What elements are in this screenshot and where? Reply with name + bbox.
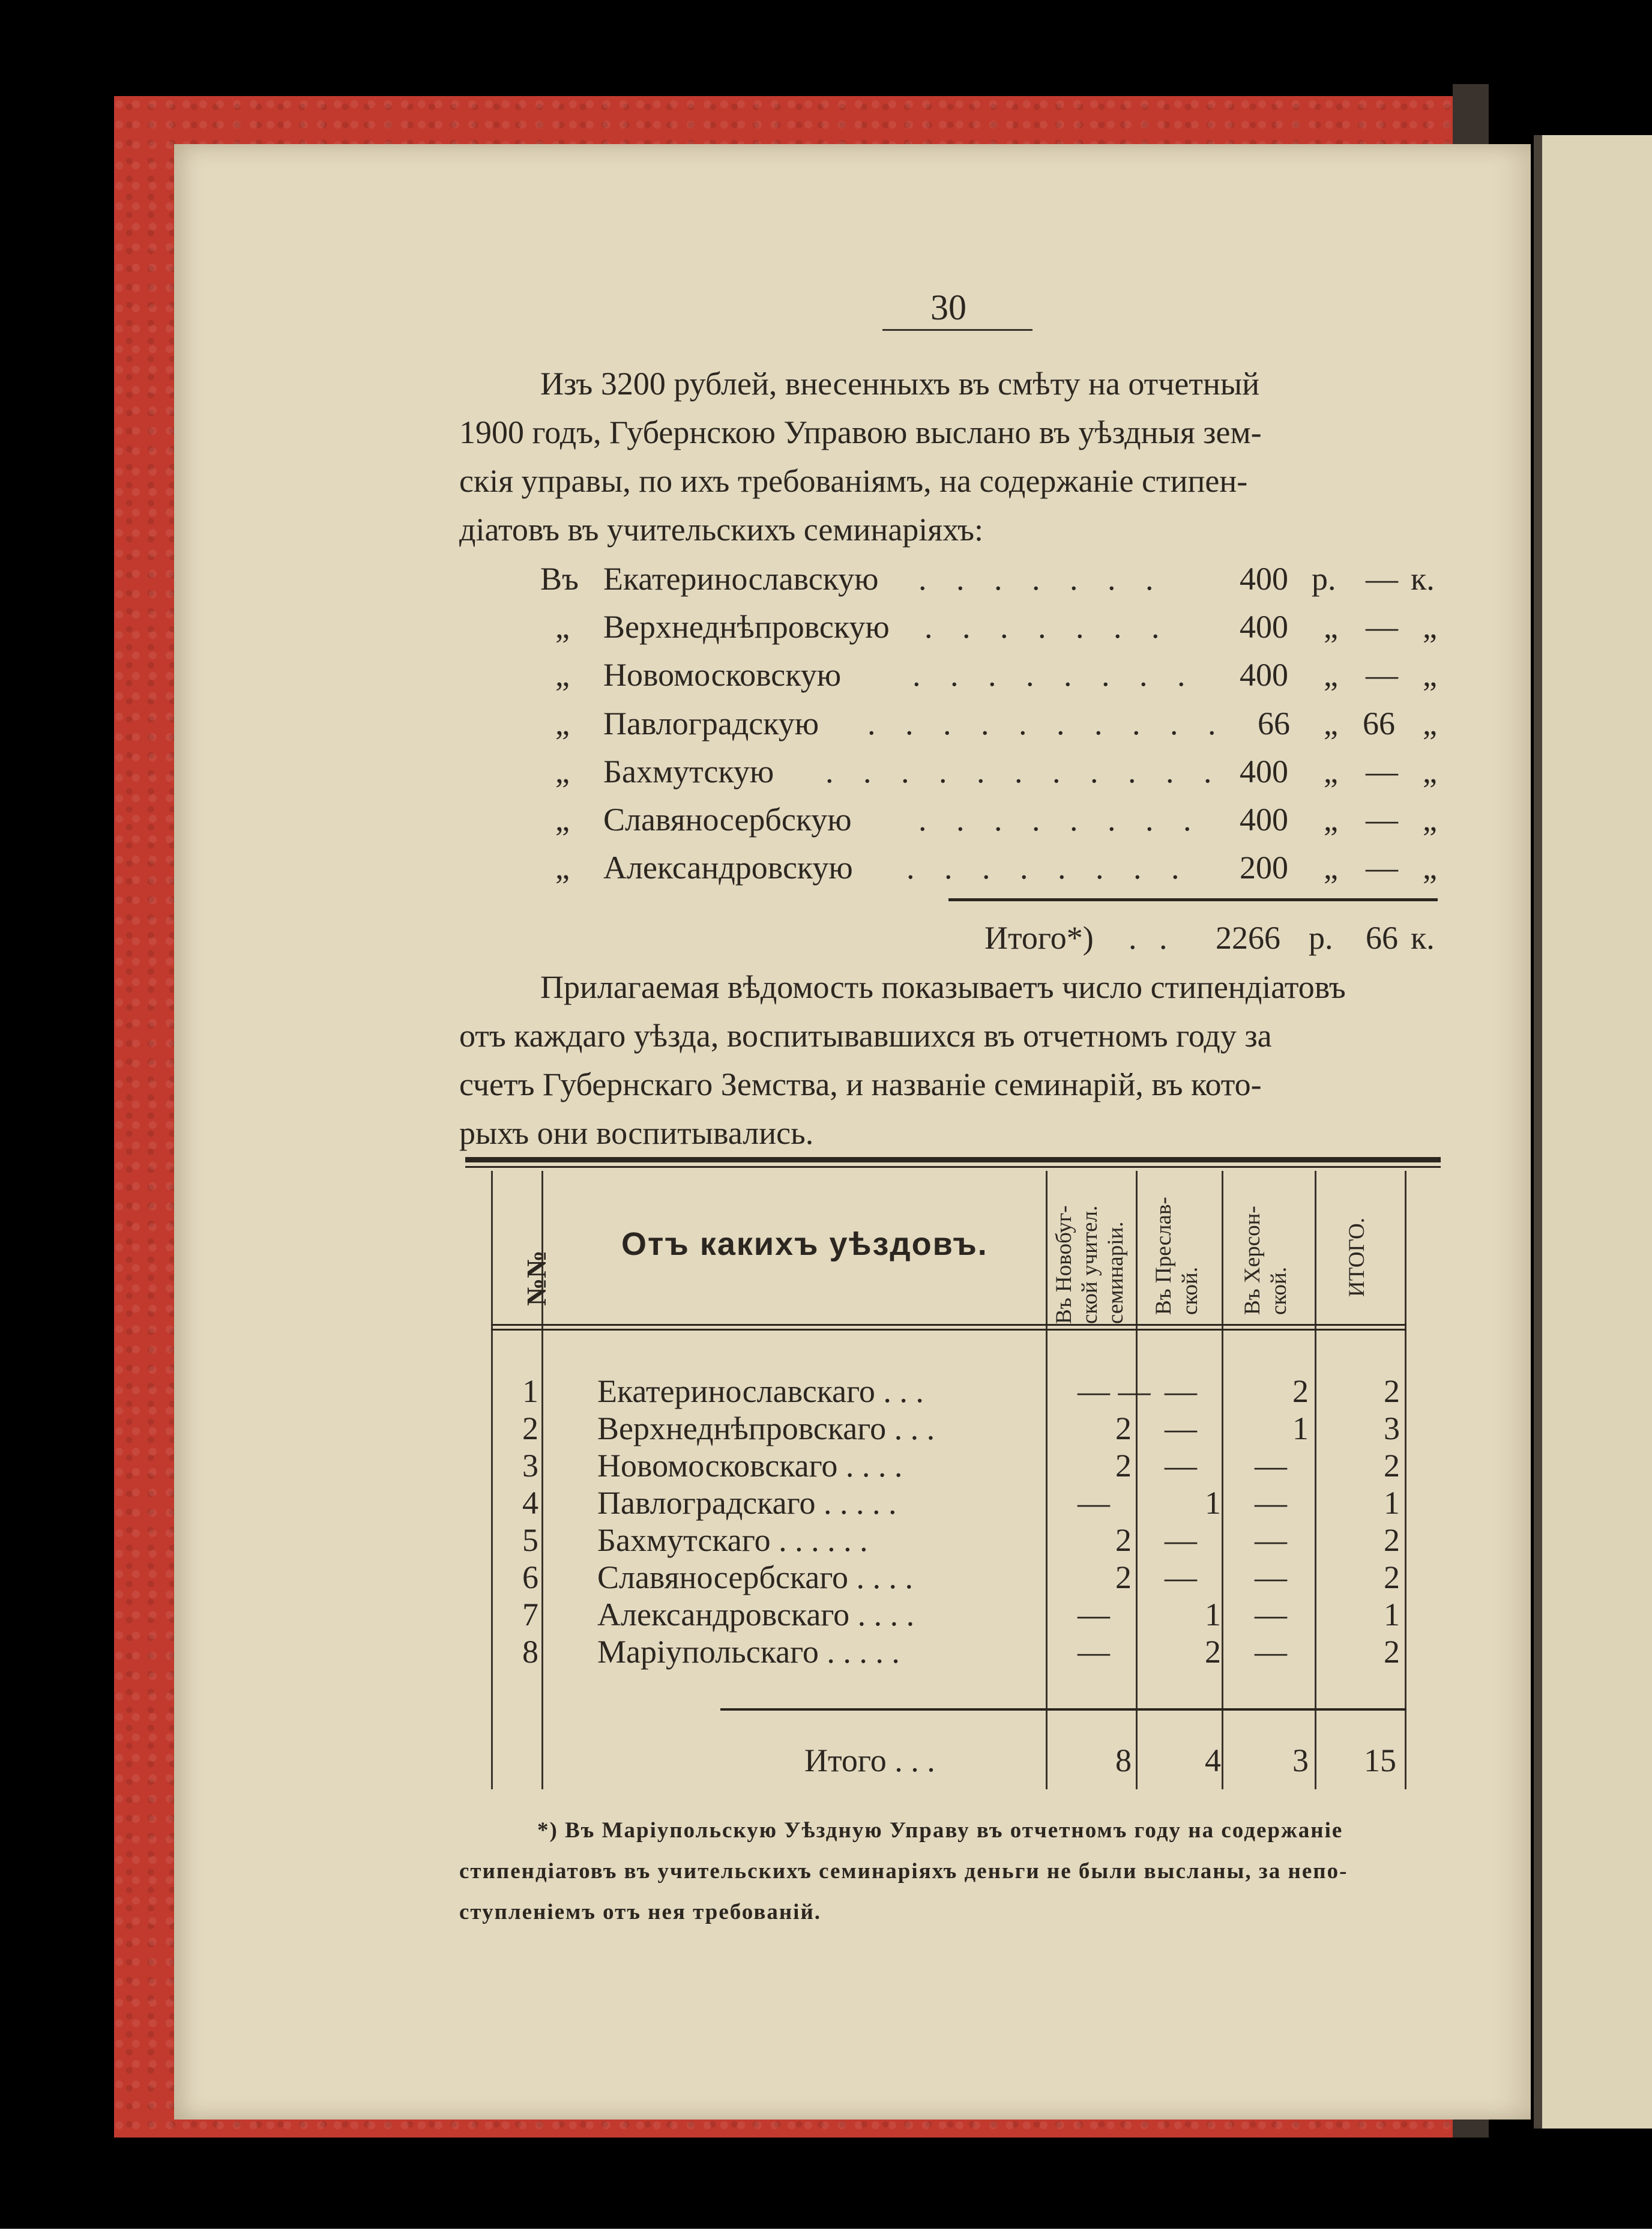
payment-kopecks: —: [1366, 850, 1398, 886]
footnote-line: *) Въ Маріупольскую Уѣздную Управу въ отчетномъ году на содержаніе: [537, 1818, 1343, 1843]
row-kherson: 1: [1292, 1410, 1309, 1446]
row-preslav: —: [1165, 1410, 1197, 1446]
row-total: 2: [1384, 1373, 1400, 1409]
payment-prefix: „: [555, 802, 570, 838]
payment-rubles: 400: [1240, 609, 1288, 645]
payment-kop-unit: „: [1423, 609, 1437, 645]
row-preslav: —: [1165, 1448, 1197, 1484]
row-preslav: —: [1165, 1559, 1197, 1595]
row-district: Верхнеднѣпровскаго . . .: [597, 1410, 935, 1446]
intro-line: 1900 годъ, Губернскою Управою выслано въ уѣздныя зем-: [459, 414, 1262, 450]
row-num: 5: [522, 1522, 538, 1558]
total-label: Итого . . .: [804, 1742, 935, 1778]
facing-page-edge: [1534, 135, 1652, 2129]
payment-prefix: „: [555, 850, 570, 886]
table-left-border: [491, 1171, 493, 1789]
row-total: 2: [1384, 1448, 1400, 1484]
payment-kopecks: 66: [1363, 706, 1395, 742]
leader-dots: . . . . . . . .: [912, 657, 1196, 693]
payment-kopecks: —: [1366, 657, 1398, 693]
payment-rubles: 200: [1240, 850, 1288, 886]
bottom-border: [0, 2229, 1652, 2236]
row-num: 2: [522, 1410, 538, 1446]
payment-rub-unit: „: [1324, 754, 1338, 790]
row-novobug: 2: [1115, 1522, 1132, 1558]
header-rule: [491, 1324, 1406, 1326]
leader-dots: . . . . . . . .: [906, 850, 1190, 886]
payments-total-kop-unit: к.: [1411, 920, 1435, 956]
row-total: 3: [1384, 1410, 1400, 1446]
header-novobug-1: Въ Новобуг-: [1052, 1205, 1076, 1324]
payment-kop-unit: „: [1423, 657, 1437, 693]
header-preslav-1: Въ Преслав-: [1151, 1197, 1176, 1315]
row-kherson: —: [1255, 1485, 1287, 1521]
header-novobug-2: ской учител.: [1078, 1205, 1102, 1324]
payment-district: Новомосковскую: [603, 657, 842, 693]
row-kherson: —: [1255, 1559, 1287, 1595]
row-kherson: —: [1255, 1448, 1287, 1484]
leader-dots: . . . . . . . . . . .: [825, 754, 1223, 790]
payment-rub-unit: „: [1324, 657, 1338, 693]
payments-total-rub-unit: р.: [1309, 920, 1333, 956]
payment-rub-unit: „: [1324, 802, 1338, 838]
table-top-rule-thin: [465, 1166, 1441, 1168]
row-kherson: —: [1255, 1634, 1287, 1670]
row-kherson: —: [1255, 1597, 1287, 1633]
row-total: 1: [1384, 1597, 1400, 1633]
row-preslav: —: [1165, 1522, 1197, 1558]
row-district: Александровскаго . . . .: [597, 1597, 915, 1633]
row-total: 2: [1384, 1634, 1400, 1670]
row-num: 8: [522, 1634, 538, 1670]
row-novobug: 2: [1115, 1559, 1132, 1595]
total-total: 15: [1364, 1742, 1396, 1778]
paragraph-line: счетъ Губернскаго Земства, и названіе семинарій, въ кото-: [459, 1066, 1262, 1102]
header-rule-2: [491, 1329, 1406, 1331]
payment-kopecks: —: [1366, 609, 1398, 645]
payment-rubles: 400: [1240, 802, 1288, 838]
payment-prefix: „: [555, 706, 570, 742]
table-col-divider: [1222, 1171, 1223, 1789]
payment-district: Александровскую: [603, 850, 853, 886]
total-preslav: 4: [1205, 1742, 1221, 1778]
payment-kopecks: —: [1366, 561, 1398, 597]
total-kherson: 3: [1292, 1742, 1309, 1778]
payment-rub-unit: р.: [1312, 561, 1336, 597]
header-preslav-2: ской.: [1178, 1266, 1202, 1315]
total-novobug: 8: [1115, 1742, 1132, 1778]
payment-rubles: 400: [1240, 561, 1288, 597]
sum-rule: [948, 898, 1438, 901]
page-number: 30: [930, 288, 966, 327]
payment-district: Верхнеднѣпровскую: [603, 609, 890, 645]
row-district: Бахмутскаго . . . . . .: [597, 1522, 868, 1558]
row-preslav: 1: [1205, 1597, 1221, 1633]
row-district: Славяносербскаго . . . .: [597, 1559, 914, 1595]
payment-district: Бахмутскую: [603, 754, 774, 790]
payment-rub-unit: „: [1324, 609, 1338, 645]
intro-line: Изъ 3200 рублей, внесенныхъ въ смѣту на отчетный: [540, 366, 1260, 402]
row-kherson: 2: [1292, 1373, 1309, 1409]
payments-total-label: Итого*): [984, 920, 1094, 956]
header-novobug-3: семинаріи.: [1103, 1221, 1128, 1324]
header-total: ИТОГО.: [1345, 1218, 1369, 1297]
payment-kop-unit: „: [1423, 754, 1437, 790]
row-num: 1: [522, 1373, 538, 1409]
payments-total-kopecks: 66: [1366, 920, 1398, 956]
footnote-line: стипендіатовъ въ учительскихъ семинаріяхъ деньги не были высланы, за непо-: [459, 1859, 1348, 1884]
row-total: 2: [1384, 1522, 1400, 1558]
row-novobug: 2: [1115, 1410, 1132, 1446]
leader-dots: . . . . . . .: [918, 561, 1165, 597]
header-num: №№: [521, 1250, 552, 1306]
footnote-line: ступленіемъ отъ нея требованій.: [459, 1900, 822, 1924]
payment-rub-unit: „: [1324, 850, 1338, 886]
paragraph-line: Прилагаемая вѣдомость показываетъ число стипендіатовъ: [540, 969, 1346, 1005]
payment-kopecks: —: [1366, 754, 1398, 790]
row-preslav: —: [1165, 1373, 1197, 1409]
page-number-rule: [882, 329, 1032, 331]
table-sum-rule: [720, 1708, 1406, 1711]
table-right-border: [1405, 1171, 1406, 1789]
row-num: 7: [522, 1597, 538, 1633]
leader-dots: . . . . . . . .: [918, 802, 1202, 838]
table-col-divider: [1136, 1171, 1138, 1789]
intro-line: скія управы, по ихъ требованіямъ, на содержаніе стипен-: [459, 463, 1248, 499]
table-top-rule: [465, 1157, 1441, 1162]
header-kherson-1: Въ Херсон-: [1240, 1206, 1265, 1315]
row-novobug: —: [1078, 1634, 1110, 1670]
row-novobug: —: [1078, 1485, 1110, 1521]
row-num: 3: [522, 1448, 538, 1484]
table-col-divider: [1046, 1171, 1048, 1789]
leader-dots: . . . . . . . . . .: [867, 706, 1227, 742]
payment-rub-unit: „: [1324, 706, 1338, 742]
row-total: 1: [1384, 1485, 1400, 1521]
payment-rubles: 400: [1240, 657, 1288, 693]
row-district: Екатеринославскаго . . .: [597, 1373, 924, 1409]
payment-district: Павлоградскую: [603, 706, 819, 742]
payment-prefix: „: [555, 609, 570, 645]
payment-kopecks: —: [1366, 802, 1398, 838]
row-preslav: 1: [1205, 1485, 1221, 1521]
leader-dots: . . . . . . .: [924, 609, 1171, 645]
payment-district: Славяносербскую: [603, 802, 852, 838]
payment-kop-unit: „: [1423, 706, 1437, 742]
row-district: Павлоградскаго . . . . .: [597, 1485, 897, 1521]
row-kherson: —: [1255, 1522, 1287, 1558]
row-total: 2: [1384, 1559, 1400, 1595]
payments-total-rubles: 2266: [1216, 920, 1280, 956]
row-district: Маріупольскаго . . . . .: [597, 1634, 900, 1670]
payment-prefix: Въ: [540, 561, 579, 597]
header-kherson-2: ской.: [1267, 1266, 1291, 1315]
row-num: 6: [522, 1559, 538, 1595]
payment-rubles: 66: [1258, 706, 1290, 742]
row-novobug: — —: [1078, 1373, 1151, 1409]
payment-prefix: „: [555, 754, 570, 790]
payment-prefix: „: [555, 657, 570, 693]
intro-line: діатовъ въ учительскихъ семинаріяхъ:: [459, 512, 983, 548]
payment-rubles: 400: [1240, 754, 1288, 790]
row-num: 4: [522, 1485, 538, 1521]
payment-kop-unit: „: [1423, 850, 1437, 886]
payment-kop-unit: к.: [1411, 561, 1435, 597]
payments-total-dots: . .: [1129, 920, 1175, 956]
header-district: Отъ какихъ уѣздовъ.: [621, 1226, 988, 1262]
row-novobug: 2: [1115, 1448, 1132, 1484]
row-novobug: —: [1078, 1597, 1110, 1633]
paragraph-line: отъ каждаго уѣзда, воспитывавшихся въ отчетномъ году за: [459, 1018, 1272, 1054]
payment-kop-unit: „: [1423, 802, 1437, 838]
row-district: Новомосковскаго . . . .: [597, 1448, 903, 1484]
payment-district: Екатеринославскую: [603, 561, 879, 597]
paragraph-line: рыхъ они воспитывались.: [459, 1115, 814, 1151]
table-col-divider: [1315, 1171, 1316, 1789]
row-preslav: 2: [1205, 1634, 1221, 1670]
